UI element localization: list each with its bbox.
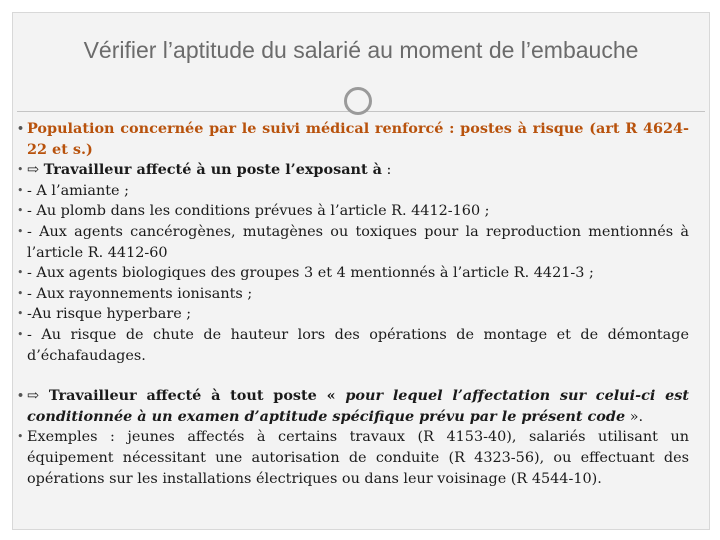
examples-paragraph: • Exemples : jeunes affectés à certains travaux (R 4153-40), salariés utilisant un équipement nécessitant une autorisation de conduite (R 4323-56), ou effectuant des opérations sur les installations électriques ou dans leur voisinage (R 4544-10).	[23, 427, 689, 489]
list-item: • - Au risque de chute de hauteur lors des opérations de montage et de démontage d’échafaudages.	[23, 325, 689, 366]
section1-heading	[23, 160, 689, 181]
circle-ornament-icon	[344, 87, 372, 115]
list-item: • - Au plomb dans les conditions prévues à l’article R. 4412-160 ;	[23, 201, 689, 222]
list-item: • - A l’amiante ;	[23, 181, 689, 202]
slide-content	[23, 119, 689, 489]
list-item: • - Aux rayonnements ionisants ;	[23, 284, 689, 305]
list-item: • -Au risque hyperbare ;	[23, 304, 689, 325]
section1-heading-tail: :	[381, 162, 392, 179]
slide	[12, 12, 710, 530]
list-item: • - Aux agents cancérogènes, mutagènes ou toxiques pour la reproduction mentionnés à l’article R. 4412-60	[23, 222, 689, 263]
arrow-icon: ⇨	[27, 161, 40, 179]
section2-heading-italic: pour lequel l’affectation sur celui-ci est conditionnée à un examen d’aptitude spécifique prévu par le présent code	[27, 387, 689, 425]
section2-heading-start: Travailleur affecté à tout poste «	[48, 387, 346, 405]
section1-heading-text: Travailleur affecté à un poste l’exposant à	[43, 161, 382, 179]
slide-title: Vérifier l’aptitude du salarié au moment de l’embauche	[83, 37, 639, 63]
section2-heading	[23, 386, 689, 427]
section2-heading-end: ».	[625, 408, 644, 425]
arrow-icon: ⇨	[27, 387, 40, 405]
population-line: • Population concernée par le suivi médical renforcé : postes à risque (art R 4624-22 et s.)	[23, 119, 689, 160]
list-item: • - Aux agents biologiques des groupes 3 et 4 mentionnés à l’article R. 4421-3 ;	[23, 263, 689, 284]
spacer	[23, 366, 689, 386]
